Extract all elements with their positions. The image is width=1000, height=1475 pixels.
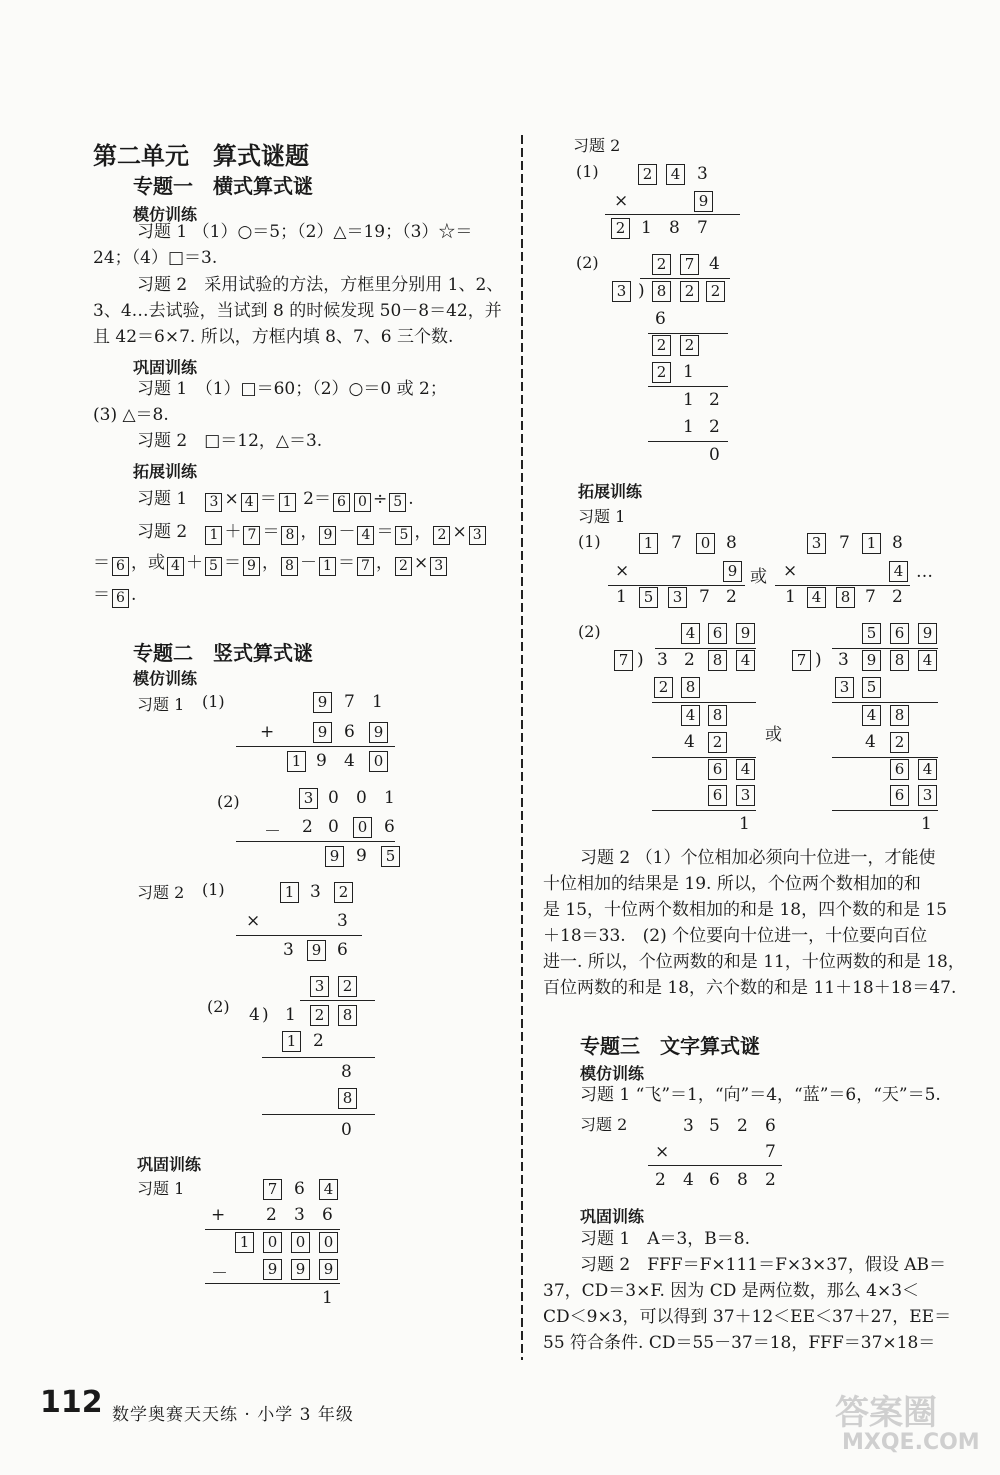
digit: 7 <box>699 587 710 607</box>
or-label: 或 <box>750 567 767 587</box>
part-label: (1) <box>578 532 601 551</box>
digit: 3 <box>337 911 348 931</box>
boxed-digit: 2 <box>310 1005 329 1026</box>
digit: 1 <box>322 1288 333 1308</box>
rule-line <box>832 810 938 811</box>
text-line: 习题 2 采用试验的方法，方框里分别用 1、2、 <box>137 275 504 295</box>
column-divider <box>521 135 523 1360</box>
exercise-label: 习题 2 <box>573 136 621 155</box>
boxed-digit: 5 <box>639 587 658 608</box>
rule-line <box>832 648 938 649</box>
digit: 9 <box>316 751 327 771</box>
digit: 1 <box>372 692 383 712</box>
boxed-digit: 1 <box>639 533 658 554</box>
book-title: 数学奥赛天天练 · 小学 3 年级 <box>112 1405 354 1425</box>
digit: 2 <box>737 1116 748 1136</box>
boxed-digit: 4 <box>736 759 755 780</box>
boxed-digit: 5 <box>381 846 400 867</box>
exercise-label: 习题 1 <box>137 695 185 714</box>
boxed-digit: 2 <box>611 218 630 239</box>
digit: 0 <box>328 817 339 837</box>
digit: 1 <box>683 390 694 410</box>
boxed-digit: 3 <box>612 281 631 302</box>
rule-line <box>236 841 395 842</box>
text-line: 习题 1 A＝3，B＝8. <box>580 1229 751 1249</box>
boxed-digit: 3 <box>736 785 755 806</box>
digit: 7 <box>765 1142 776 1162</box>
boxed-digit: 6 <box>890 759 909 780</box>
rule-line <box>262 1057 375 1058</box>
digit: 1 <box>285 1005 296 1025</box>
boxed-digit: 0 <box>291 1232 310 1253</box>
digit: 4 <box>249 1005 260 1025</box>
part-label: (2) <box>207 997 230 1016</box>
boxed-digit: 9 <box>369 722 388 743</box>
section-tuozhan: 拓展训练 <box>133 462 198 481</box>
boxed-digit: 1 <box>287 751 306 772</box>
section-mofang: 模仿训练 <box>133 205 198 224</box>
text-line: 37，CD＝3×F. 因为 CD 是两位数，那么 4×3＜ <box>543 1281 920 1301</box>
boxed-digit: 4 <box>807 587 826 608</box>
boxed-digit: 4 <box>918 759 937 780</box>
digit: 2 <box>684 650 695 670</box>
digit: 3 <box>283 940 294 960</box>
text-line: 3、4…去试验，当试到 8 的时候发现 50－8＝42，并 <box>93 301 502 321</box>
rule-line <box>832 757 938 758</box>
text-line: 习题 1 （1）□＝60；（2）○＝0 或 2； <box>137 379 447 399</box>
boxed-digit: 4 <box>889 561 908 582</box>
digit: 1 <box>616 587 627 607</box>
digit: 3 <box>657 650 668 670</box>
rule-line <box>652 757 756 758</box>
page-number: 112 <box>40 1385 103 1420</box>
exercise-label: 习题 2 <box>580 1115 628 1134</box>
boxed-digit: 4 <box>736 650 755 671</box>
boxed-digit: 0 <box>696 533 715 554</box>
boxed-digit: 4 <box>666 164 685 185</box>
boxed-digit: 1 <box>280 882 299 903</box>
part-label: (1) <box>576 162 599 181</box>
digit: 8 <box>892 533 903 553</box>
boxed-digit: 2 <box>338 976 357 997</box>
digit: 0 <box>328 788 339 808</box>
boxed-digit: 4 <box>918 650 937 671</box>
boxed-digit: 4 <box>681 705 700 726</box>
text-line: 进一. 所以，个位两数的和是 11，十位两数的和是 18， <box>543 952 965 972</box>
text-line: 习题 2 □＝12，△＝3. <box>137 431 323 451</box>
text-line: 是 15，十位两个数相加的和是 18，四个数的和是 15 <box>543 900 948 920</box>
ellipsis: … <box>916 562 933 582</box>
boxed-digit: 8 <box>338 1005 357 1026</box>
digit: 6 <box>709 1170 720 1190</box>
boxed-digit: 8 <box>890 705 909 726</box>
rule-line <box>262 1114 375 1115</box>
digit: ) <box>815 650 822 670</box>
digit: 8 <box>737 1170 748 1190</box>
equation-line: ＝ 6 ，或 4 ＋ 5 ＝ 9 ， 8 － 1 ＝ 7 ， 2 × 3 <box>93 550 449 576</box>
digit: 8 <box>669 218 680 238</box>
digit: 0 <box>709 445 720 465</box>
boxed-digit: 6 <box>708 785 727 806</box>
boxed-digit: 2 <box>654 677 673 698</box>
boxed-digit: 6 <box>708 623 727 644</box>
section-tuozhan: 拓展训练 <box>578 482 643 501</box>
exercise-label: 习题 1 <box>137 1179 185 1198</box>
digit: 6 <box>655 309 666 329</box>
rule-line <box>236 935 362 936</box>
digit: 3 <box>838 650 849 670</box>
digit: 1 <box>921 814 932 834</box>
digit: ) <box>262 1005 269 1025</box>
boxed-digit: 0 <box>369 751 388 772</box>
digit: 2 <box>266 1205 277 1225</box>
boxed-digit: 7 <box>792 650 811 671</box>
digit: 1 <box>785 587 796 607</box>
watermark-url: MXQE.COM <box>842 1430 980 1455</box>
digit: 4 <box>344 751 355 771</box>
boxed-digit: 2 <box>708 732 727 753</box>
part-label: (2) <box>578 622 601 641</box>
text-line: (3) △＝8. <box>93 405 169 425</box>
digit: × <box>655 1142 670 1162</box>
boxed-digit: 4 <box>862 705 881 726</box>
digit: － <box>211 1264 228 1284</box>
section-gonggu: 巩固训练 <box>133 358 198 377</box>
boxed-digit: 2 <box>638 164 657 185</box>
digit: 9 <box>356 846 367 866</box>
digit: 6 <box>344 722 355 742</box>
watermark-logo: 答案圈 <box>835 1393 937 1433</box>
boxed-digit: 9 <box>862 650 881 671</box>
topic3-title: 专题三 文字算式谜 <box>580 1034 760 1058</box>
rule-line <box>648 441 728 442</box>
section-gonggu: 巩固训练 <box>580 1207 645 1226</box>
digit: 2 <box>709 417 720 437</box>
text-line: 习题 1 “飞”＝1，“向”＝4，“蓝”＝6，“天”＝5. <box>580 1085 941 1105</box>
digit: 2 <box>726 587 737 607</box>
digit: ) <box>638 281 645 301</box>
rule-line <box>655 648 756 649</box>
text-line: 24；（4）□＝3. <box>93 248 218 268</box>
digit: 7 <box>865 587 876 607</box>
boxed-digit: 3 <box>668 587 687 608</box>
boxed-digit: 3 <box>835 677 854 698</box>
text-line: 且 42＝6×7. 所以，方框内填 8、7、6 三个数. <box>93 327 454 347</box>
digit: 6 <box>765 1116 776 1136</box>
exercise-label: 习题 1 <box>578 507 626 526</box>
text-line: 习题 2 （1）个位相加必须向十位进一，才能使 <box>580 848 936 868</box>
digit: 6 <box>337 940 348 960</box>
digit: + <box>211 1205 226 1225</box>
boxed-digit: 8 <box>708 650 727 671</box>
boxed-digit: 9 <box>325 846 344 867</box>
digit: 1 <box>641 218 652 238</box>
digit: × <box>614 191 629 211</box>
boxed-digit: 8 <box>708 705 727 726</box>
digit: 3 <box>310 882 321 902</box>
or-label: 或 <box>765 725 782 745</box>
boxed-digit: 8 <box>681 677 700 698</box>
boxed-digit: 2 <box>890 732 909 753</box>
part-label: (2) <box>576 253 599 272</box>
text-line: 55 符合条件. CD＝55－37＝18，FFF＝37×18＝ <box>543 1333 936 1353</box>
boxed-digit: 9 <box>263 1259 282 1280</box>
digit: × <box>246 911 261 931</box>
boxed-digit: 9 <box>319 1259 338 1280</box>
rule-line <box>236 746 395 747</box>
text-line: ＋18＝33. (2) 个位要向十位进一，十位要向百位 <box>543 926 928 946</box>
text-line: 百位两数的和是 18，六个数的和是 11＋18＋18＝47. <box>543 978 957 998</box>
digit: 4 <box>709 254 720 274</box>
unit-title: 第二单元 算式谜题 <box>93 142 309 170</box>
boxed-digit: 7 <box>614 650 633 671</box>
equation-line: 习题 1 3 × 4 ＝ 1 2＝ 6 0 ÷ 5 . <box>137 489 414 510</box>
digit: 3 <box>683 1116 694 1136</box>
boxed-digit: 1 <box>862 533 881 554</box>
digit: － <box>264 822 281 842</box>
boxed-digit: 3 <box>918 785 937 806</box>
boxed-digit: 8 <box>338 1088 357 1109</box>
boxed-digit: 9 <box>694 191 713 212</box>
rule-line <box>775 585 910 586</box>
rule-line <box>648 1165 782 1166</box>
topic2-title: 专题二 竖式算式谜 <box>133 641 313 665</box>
digit: 4 <box>684 732 695 752</box>
digit: 5 <box>709 1116 720 1136</box>
digit: 2 <box>302 817 313 837</box>
boxed-digit: 2 <box>652 362 671 383</box>
boxed-digit: 9 <box>313 692 332 713</box>
boxed-digit: 8 <box>836 587 855 608</box>
text-line: CD＜9×3，可以得到 37＋12＜EE＜37＋27，EE＝ <box>543 1307 952 1327</box>
boxed-digit: 1 <box>282 1031 301 1052</box>
rule-line <box>832 702 938 703</box>
boxed-digit: 0 <box>319 1232 338 1253</box>
rule-line <box>652 702 756 703</box>
digit: 0 <box>341 1120 352 1140</box>
boxed-digit: 8 <box>890 650 909 671</box>
section-mofang: 模仿训练 <box>133 669 198 688</box>
digit: × <box>615 561 630 581</box>
boxed-digit: 5 <box>862 623 881 644</box>
boxed-digit: 2 <box>652 335 671 356</box>
digit: 1 <box>739 814 750 834</box>
boxed-digit: 2 <box>334 882 353 903</box>
boxed-digit: 9 <box>736 623 755 644</box>
digit: 2 <box>655 1170 666 1190</box>
digit: 4 <box>683 1170 694 1190</box>
rule-line <box>640 278 730 279</box>
digit: 2 <box>313 1031 324 1051</box>
boxed-digit: 9 <box>313 722 332 743</box>
text-line: 习题 2 FFF＝F×111＝F×3×37，假设 AB＝ <box>580 1255 946 1275</box>
boxed-digit: 5 <box>862 677 881 698</box>
digit: + <box>260 722 275 742</box>
digit: 6 <box>322 1205 333 1225</box>
digit: 7 <box>839 533 850 553</box>
boxed-digit: 6 <box>708 759 727 780</box>
digit: 7 <box>671 533 682 553</box>
rule-line <box>648 333 728 334</box>
boxed-digit: 4 <box>681 623 700 644</box>
digit: 1 <box>683 417 694 437</box>
boxed-digit: 3 <box>299 788 318 809</box>
rule-line <box>652 810 756 811</box>
digit: 0 <box>356 788 367 808</box>
digit: 3 <box>697 164 708 184</box>
digit: 6 <box>384 817 395 837</box>
digit: 7 <box>697 218 708 238</box>
boxed-digit: 7 <box>680 254 699 275</box>
rule-line <box>605 214 740 215</box>
boxed-digit: 6 <box>890 785 909 806</box>
boxed-digit: 9 <box>918 623 937 644</box>
boxed-digit: 3 <box>310 976 329 997</box>
text-line: 习题 1 （1）○＝5；（2）△＝19；（3）☆＝ <box>137 222 473 242</box>
part-label: (1) <box>202 692 225 711</box>
part-label: (1) <box>202 880 225 899</box>
topic1-title: 专题一 横式算式谜 <box>133 174 313 198</box>
boxed-digit: 2 <box>680 335 699 356</box>
text-line: 十位相加的结果是 19. 所以，个位两个数相加的和 <box>543 874 921 894</box>
rule-line <box>300 1000 375 1001</box>
boxed-digit: 8 <box>652 281 671 302</box>
boxed-digit: 2 <box>652 254 671 275</box>
digit: ) <box>637 650 644 670</box>
rule-line <box>648 386 728 387</box>
digit: 6 <box>294 1179 305 1199</box>
digit: 1 <box>683 362 694 382</box>
boxed-digit: 7 <box>263 1179 282 1200</box>
digit: 2 <box>892 587 903 607</box>
equation-line: ＝ 6 . <box>93 585 137 606</box>
boxed-digit: 4 <box>319 1179 338 1200</box>
boxed-digit: 1 <box>235 1232 254 1253</box>
equation-line: 习题 2 1 ＋ 7 ＝ 8 ， 9 － 4 ＝ 5 ， 2 × 3 <box>137 519 488 545</box>
boxed-digit: 9 <box>291 1259 310 1280</box>
boxed-digit: 0 <box>263 1232 282 1253</box>
section-mofang: 模仿训练 <box>580 1064 645 1083</box>
digit: 1 <box>384 788 395 808</box>
rule-line <box>205 1229 340 1230</box>
boxed-digit: 2 <box>706 281 725 302</box>
digit: × <box>783 561 798 581</box>
boxed-digit: 9 <box>723 561 742 582</box>
section-gonggu: 巩固训练 <box>137 1155 202 1174</box>
digit: 8 <box>726 533 737 553</box>
boxed-digit: 0 <box>353 817 372 838</box>
digit: 4 <box>865 732 876 752</box>
exercise-label: 习题 2 <box>137 883 185 902</box>
digit: 2 <box>765 1170 776 1190</box>
rule-line <box>205 1283 340 1284</box>
digit: 8 <box>341 1062 352 1082</box>
boxed-digit: 3 <box>807 533 826 554</box>
boxed-digit: 6 <box>890 623 909 644</box>
digit: 7 <box>344 692 355 712</box>
boxed-digit: 2 <box>680 281 699 302</box>
digit: 3 <box>294 1205 305 1225</box>
boxed-digit: 9 <box>307 940 326 961</box>
part-label: (2) <box>217 792 240 811</box>
digit: 2 <box>709 390 720 410</box>
rule-line <box>608 585 745 586</box>
